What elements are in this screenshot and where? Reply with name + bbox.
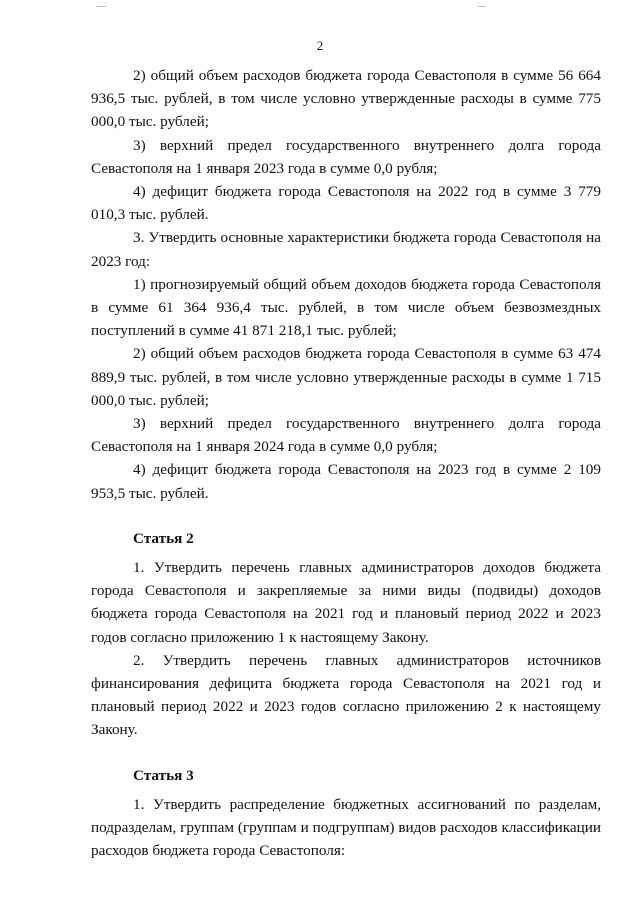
spacer <box>91 505 601 527</box>
paragraph: 2. Утвердить перечень главных администраторов источников финансирования дефицита бюджета города Севастополя на 2021 год и плановый период 2022 и 2023 годов согласно приложению 2 к настоящему Закону. <box>91 651 601 739</box>
page-number: 2 <box>316 38 324 53</box>
paragraph: 1) прогнозируемый общий объем доходов бюджета города Севастополя в сумме 61 364 936,4 тыс. рублей, в том числе объем безвозмездных поступлений в сумме 41 871 218,1 тыс. рублей; <box>91 275 601 340</box>
paragraph: 4) дефицит бюджета города Севастополя на 2023 год в сумме 2 109 953,5 тыс. рублей. <box>91 461 601 502</box>
article-2-heading: Статья 2 <box>133 529 194 547</box>
paragraph: 2) общий объем расходов бюджета города Севастополя в сумме 56 664 936,5 тыс. рублей, в том числе условно утвержденные расходы в сумме 775 000,0 тыс. рублей; <box>91 67 601 131</box>
paragraph: 4) дефицит бюджета города Севастополя на 2022 год в сумме 3 779 010,3 тыс. рублей. <box>91 183 601 224</box>
paragraph: 3. Утвердить основные характеристики бюджета города Севастополя на 2023 год: <box>91 229 601 270</box>
paragraph: 3) верхний предел государственного внутреннего долга города Севастополя на 1 января 2023 года в сумме 0,0 рубля; <box>91 136 601 177</box>
paragraph: 3) верхний предел государственного внутреннего долга города Севастополя на 1 января 2024 года в сумме 0,0 рубля; <box>91 415 601 456</box>
scan-artifact <box>96 6 106 7</box>
spacer <box>91 742 601 764</box>
document-body <box>91 64 601 863</box>
paragraph: 2) общий объем расходов бюджета города Севастополя в сумме 63 474 889,9 тыс. рублей, в том числе условно утвержденные расходы в сумме 1 715 000,0 тыс. рублей; <box>91 345 601 409</box>
article-3-heading: Статья 3 <box>133 766 194 784</box>
paragraph: 1. Утвердить перечень главных администраторов доходов бюджета города Севастополя и закрепляемые за ними виды (подвиды) доходов бюджета города Севастополя на 2021 год и плановый период 2022 и 2023 годов согласно приложению 1 к настоящему Закону. <box>91 559 601 646</box>
scan-artifact <box>478 6 486 7</box>
paragraph: 1. Утвердить распределение бюджетных ассигнований по разделам, подразделам, группам (группам и подгруппам) видов расходов классификации расходов бюджета города Севастополя: <box>91 795 601 860</box>
